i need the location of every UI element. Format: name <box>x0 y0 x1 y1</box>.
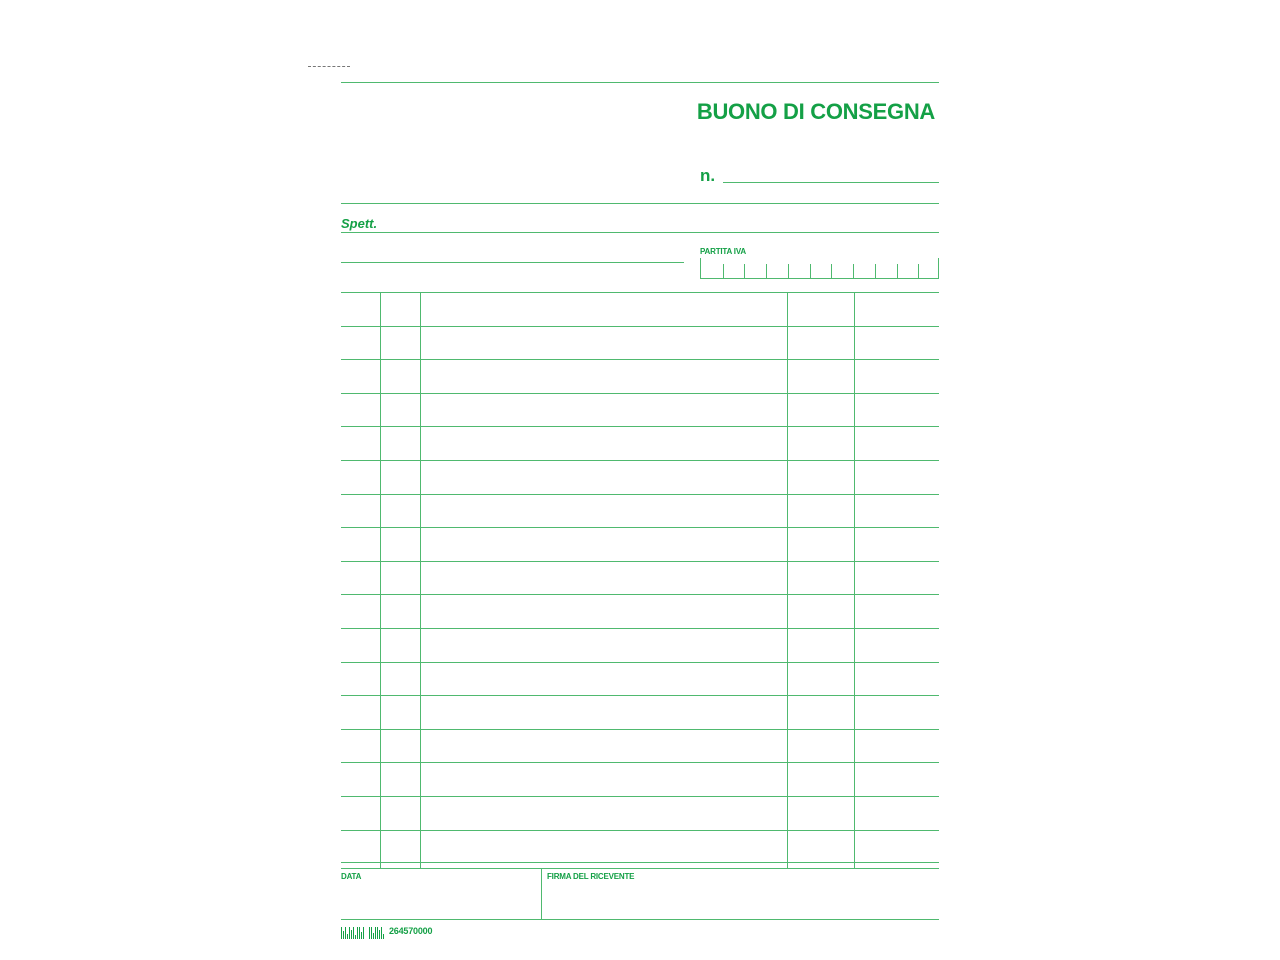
header-bottom-rule <box>341 203 939 204</box>
vat-digit-separator <box>831 264 832 278</box>
barcode-bar <box>361 932 362 939</box>
barcode-bar <box>353 927 354 939</box>
table-row-rule <box>341 662 939 663</box>
barcode-bar <box>355 935 356 939</box>
table-row-rule <box>341 628 939 629</box>
column-divider-1 <box>380 292 381 868</box>
vat-digit-separator <box>788 264 789 278</box>
barcode-bar <box>373 933 374 939</box>
table-row-rule <box>341 426 939 427</box>
vat-digit-separator <box>744 264 745 278</box>
vat-label: PARTITA IVA <box>700 247 746 256</box>
number-label: n. <box>700 166 716 185</box>
barcode-bar <box>377 927 378 939</box>
document-title: BUONO DI CONSEGNA <box>696 99 935 124</box>
vat-digit-separator <box>897 264 898 278</box>
table-row-rule <box>341 393 939 394</box>
vat-digit-separator <box>810 264 811 278</box>
table-row-rule <box>341 527 939 528</box>
vat-digit-separator <box>875 264 876 278</box>
table-row-rule <box>341 460 939 461</box>
barcode-bar <box>343 931 344 939</box>
date-label: DATA <box>341 872 362 881</box>
table-row-rule <box>341 695 939 696</box>
barcode-bar <box>381 927 382 939</box>
table-row-rule <box>341 359 939 360</box>
vat-digit-separator <box>853 264 854 278</box>
barcode-bar <box>349 927 350 939</box>
vat-digit-separator <box>918 264 919 278</box>
barcode-bar <box>341 927 342 939</box>
barcode-bar <box>375 927 376 939</box>
number-field-line[interactable] <box>723 182 939 183</box>
signature-label: FIRMA DEL RICEVENTE <box>547 872 635 881</box>
barcode-bar <box>359 927 360 939</box>
barcode-bar <box>357 927 358 939</box>
barcode-bar <box>369 927 370 939</box>
vat-digit-separator <box>766 264 767 278</box>
top-rule <box>341 82 939 83</box>
barcode-bar <box>383 934 384 939</box>
table-row-rule <box>341 292 939 293</box>
barcode-bar <box>371 927 372 939</box>
column-divider-2 <box>420 292 421 868</box>
table-row-rule <box>341 326 939 327</box>
barcode-bar <box>347 934 348 939</box>
table-row-rule <box>341 762 939 763</box>
barcode-bar <box>379 930 380 939</box>
footer-top-rule <box>341 868 939 869</box>
table-row-rule <box>341 561 939 562</box>
barcode-bar <box>363 927 364 939</box>
column-divider-3 <box>787 292 788 868</box>
table-row-rule <box>341 862 939 863</box>
table-row-rule <box>341 729 939 730</box>
barcode-logo <box>341 925 384 939</box>
table-row-rule <box>341 594 939 595</box>
recipient-label: Spett. <box>341 216 378 231</box>
vat-digit-separator <box>723 264 724 278</box>
recipient-line-2[interactable] <box>341 262 684 263</box>
table-row-rule <box>341 830 939 831</box>
vat-number-field[interactable] <box>700 258 939 279</box>
table-row-rule <box>341 796 939 797</box>
barcode-bar <box>351 930 352 939</box>
footer-bottom-rule <box>341 919 939 920</box>
recipient-line-1[interactable] <box>341 232 939 233</box>
barcode-bar <box>345 927 346 939</box>
column-divider-4 <box>854 292 855 868</box>
perforation-mark <box>308 66 350 67</box>
product-code: 264570000 <box>389 926 433 936</box>
footer-divider <box>541 868 542 919</box>
table-row-rule <box>341 494 939 495</box>
